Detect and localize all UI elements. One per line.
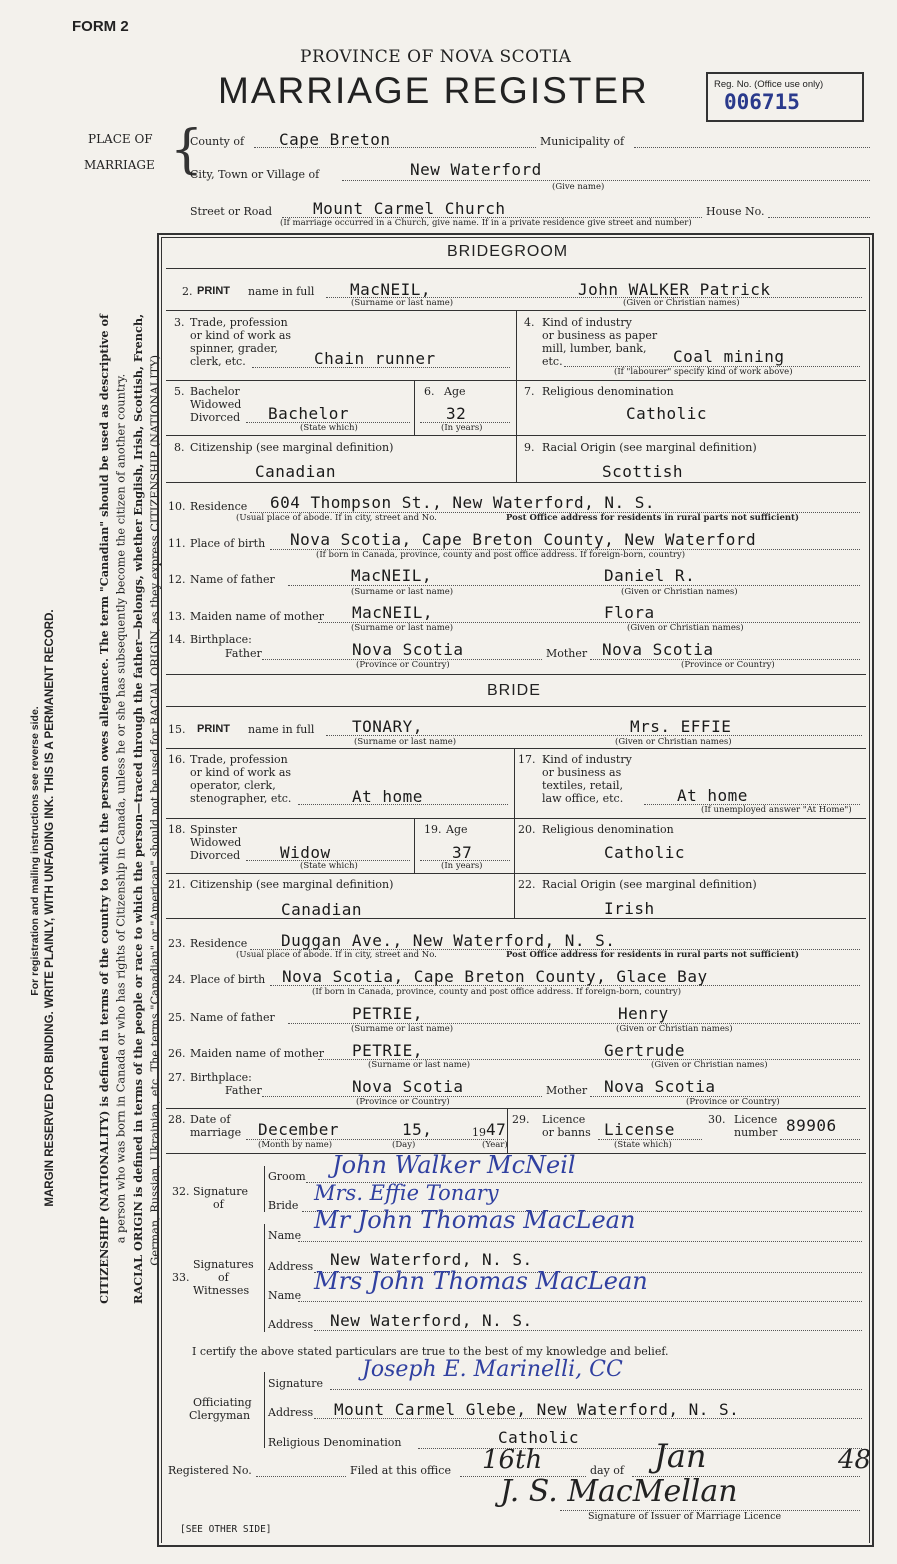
- witness1-signature: Mr John Thomas MacLean: [314, 1206, 636, 1234]
- bride-status: Widow: [280, 843, 331, 862]
- marriage-year: 47: [486, 1120, 507, 1139]
- margin-mailing-note: For registration and mailing instructions see reverse side.: [29, 706, 41, 996]
- county-value: Cape Breton: [279, 130, 391, 149]
- reg-number-value: 006715: [724, 90, 800, 114]
- municipality-label: Municipality of: [540, 135, 625, 148]
- page-title: MARRIAGE REGISTER: [218, 70, 649, 111]
- margin-citizenship-def: CITIZENSHIP (NATIONALITY) is defined in terms of the country to which the person owes allegiance. The term "Canadian" should be used as descriptive of: [97, 314, 111, 1304]
- licence-type: License: [604, 1120, 675, 1139]
- marriage-month: December: [258, 1120, 340, 1139]
- street-note: (If marriage occurred in a Church, give name. If in a private residence give street and number): [280, 218, 692, 228]
- filed-year: 48: [838, 1445, 872, 1475]
- groom-residence: 604 Thompson St., New Waterford, N. S.: [270, 493, 656, 512]
- certify-text: I certify the above stated particulars are true to the best of my knowledge and belief.: [192, 1345, 669, 1358]
- bride-mother-surname: PETRIE,: [352, 1041, 423, 1060]
- groom-surname: MacNEIL,: [350, 280, 432, 299]
- bride-birthplace: Nova Scotia, Cape Breton County, Glace Bay: [282, 967, 708, 986]
- marriage-day: 15,: [402, 1120, 433, 1139]
- witness1-address: New Waterford, N. S.: [330, 1250, 533, 1269]
- filed-month: Jan: [654, 1437, 707, 1475]
- bride-industry: At home: [677, 786, 748, 805]
- bride-residence: Duggan Ave., New Waterford, N. S.: [281, 931, 616, 950]
- give-name-note: (Give name): [552, 182, 605, 192]
- city-value: New Waterford: [410, 160, 542, 179]
- bride-signature: Mrs. Effie Tonary: [314, 1181, 499, 1205]
- groom-birthplace: Nova Scotia, Cape Breton County, New Waterford: [290, 530, 757, 549]
- see-other-side: [SEE OTHER SIDE]: [180, 1524, 272, 1535]
- groom-religion: Catholic: [626, 404, 708, 423]
- bride-mother-birthplace: Nova Scotia: [604, 1077, 716, 1096]
- bride-father-surname: PETRIE,: [352, 1004, 423, 1023]
- bride-trade: At home: [352, 787, 423, 806]
- groom-age: 32: [446, 404, 467, 423]
- bride-citizenship: Canadian: [281, 900, 363, 919]
- groom-trade: Chain runner: [314, 349, 436, 368]
- margin-racial-def-2: German, Russian, Ukrainian, etc. The terms "Canadian" or "American" should not be used for RACIAL ORIGIN, as they express CITIZENSHIP (NATIONALITY).: [148, 351, 162, 1266]
- groom-father-birthplace: Nova Scotia: [352, 640, 464, 659]
- bride-surname: TONARY,: [352, 717, 423, 736]
- witness2-address: New Waterford, N. S.: [330, 1311, 533, 1330]
- bride-age: 37: [452, 843, 473, 862]
- margin-binding-note: MARGIN RESERVED FOR BINDING. WRITE PLAINLY, WITH UNFADING INK. THIS IS A PERMANENT RECORD.: [44, 609, 56, 1207]
- bride-father-birthplace: Nova Scotia: [352, 1077, 464, 1096]
- groom-signature: John Walker McNeil: [332, 1151, 576, 1179]
- groom-given-names: John WALKER Patrick: [578, 280, 771, 299]
- street-value: Mount Carmel Church: [313, 199, 506, 218]
- bride-heading: BRIDE: [487, 682, 541, 699]
- place-of-label: PLACE OF: [88, 132, 153, 146]
- bride-father-given: Henry: [618, 1004, 669, 1023]
- groom-mother-birthplace: Nova Scotia: [602, 640, 714, 659]
- groom-industry: Coal mining: [673, 347, 785, 366]
- issuer-signature: J. S. MacMellan: [500, 1474, 738, 1509]
- clergy-denomination: Catholic: [498, 1428, 580, 1447]
- witness2-signature: Mrs John Thomas MacLean: [314, 1267, 648, 1295]
- reg-number-label: Reg. No. (Office use only): [714, 79, 824, 90]
- clergy-signature: Joseph E. Marinelli, CC: [362, 1357, 623, 1382]
- groom-father-given: Daniel R.: [604, 566, 696, 585]
- groom-father-surname: MacNEIL,: [351, 566, 433, 585]
- margin-citizenship-def-2: a person who was born in Canada or who has rights of Citizenship in Canada, unless he or she has subsequently become the citizen of another country.: [114, 373, 128, 1244]
- clergy-address: Mount Carmel Glebe, New Waterford, N. S.: [334, 1400, 740, 1419]
- bridegroom-heading: BRIDEGROOM: [447, 243, 569, 260]
- marriage-label: MARRIAGE: [84, 158, 155, 172]
- issuer-label: Signature of Issuer of Marriage Licence: [588, 1511, 782, 1522]
- reg-number-box: [706, 72, 864, 122]
- groom-mother-surname: MacNEIL,: [352, 603, 434, 622]
- province-heading: PROVINCE OF NOVA SCOTIA: [300, 47, 572, 67]
- licence-number: 89906: [786, 1116, 837, 1135]
- street-label: Street or Road: [190, 205, 273, 218]
- bride-religion: Catholic: [604, 843, 686, 862]
- house-label: House No.: [706, 205, 765, 218]
- bride-given-names: Mrs. EFFIE: [630, 717, 732, 736]
- filed-day: 16th: [482, 1445, 543, 1475]
- bride-origin: Irish: [604, 899, 655, 918]
- bride-mother-given: Gertrude: [604, 1041, 686, 1060]
- groom-origin: Scottish: [602, 462, 684, 481]
- groom-status: Bachelor: [268, 404, 350, 423]
- county-label: County of: [190, 135, 245, 148]
- form-number: FORM 2: [72, 18, 129, 35]
- city-label: City, Town or Village of: [190, 168, 320, 181]
- place-brace: {: [170, 120, 204, 180]
- groom-mother-given: Flora: [604, 603, 655, 622]
- groom-citizenship: Canadian: [255, 462, 337, 481]
- margin-racial-def: RACIAL ORIGIN is defined in terms of the people or race to which the person—traced through the father—belongs, whether English, Irish, Scottish, French,: [131, 313, 145, 1305]
